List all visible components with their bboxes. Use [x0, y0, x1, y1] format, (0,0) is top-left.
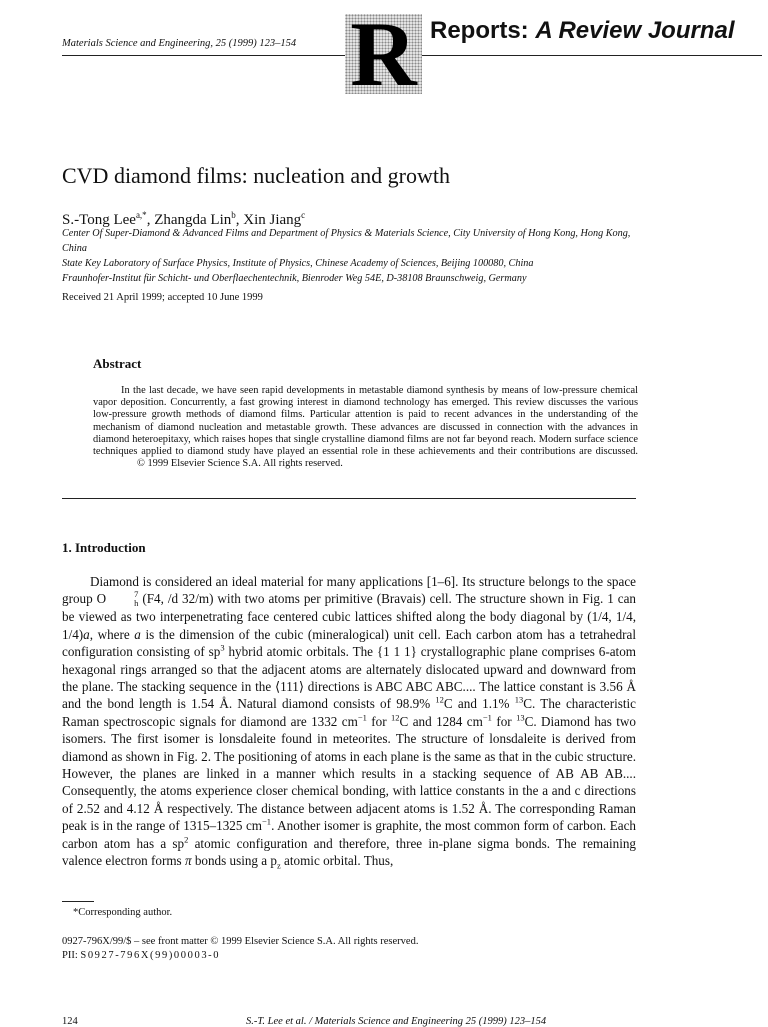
journal-banner-plain: Reports: [430, 17, 536, 44]
pii-value: S0927-796X(99)00003-0 [80, 950, 221, 961]
text-run: C and 1284 cm [399, 713, 483, 729]
text-run: hybrid atomic orbitals. The {1 1 1} crystallographic plane comprises 6-atom hexagonal rings arranged so that the adjacent atoms are alternately dislocated upward and downward from the plane. The stacking sequence in the ⟨111⟩ directions is ABC ABC ABC.... The lattice constant is 3.56 Å and the bond length is 1.54 Å. Natural diamond consists of 98.9% [62, 644, 637, 712]
received-dates: Received 21 April 1999; accepted 10 June 1999 [62, 292, 263, 303]
superscript: −1 [357, 712, 367, 723]
journal-logo-letter: R [350, 3, 417, 105]
superscript: 13 [516, 712, 525, 723]
pii-label: PII: [62, 950, 81, 961]
text-run: C. The characteristic Raman spectroscopic signals for diamond are 1332 cm [62, 696, 636, 729]
text-run: for [491, 713, 517, 729]
introduction-paragraph [62, 573, 636, 870]
journal-citation: Materials Science and Engineering, 25 (1999) 123–154 [62, 38, 297, 49]
author-list: S.-Tong Lee$^{a,*}$, Zhangda Lin$^b$, Xin Jiang$^c$ [62, 210, 306, 228]
text-run: (F4, /d 32/m) with two atoms per primitive (Bravais) cell. The structure shown in Fig. 1 can be viewed as two interpenetrating face centered cubic lattices shifted along the body diagonal by (1/4, 1/4, 1/4) [62, 591, 636, 642]
author-marks: c [301, 210, 306, 220]
text-run: bonds using a p [191, 853, 277, 869]
italic-symbol: a [83, 626, 90, 642]
author-name: Xin Jiang [243, 212, 302, 228]
affiliation: Fraunhofer-Institut für Schicht- und Oberflaechentechnik, Bienroder Weg 54E, D-38108 Braunschweig, Germany [62, 273, 527, 284]
superscript: 12 [391, 712, 400, 723]
text-run: for [366, 713, 392, 729]
affiliation: Center Of Super-Diamond & Advanced Films and Department of Physics & Materials Science, City University of Hong Kong, Hong Kong, China [62, 228, 631, 254]
superscript: 7 [134, 589, 139, 600]
superscript: 2 [184, 834, 189, 845]
pii-line [62, 950, 220, 961]
author-name: Zhangda Lin [154, 212, 232, 228]
journal-logo [345, 3, 422, 105]
author-name: S.-Tong Lee [62, 212, 136, 228]
italic-symbol: a [134, 626, 141, 642]
superscript: 13 [514, 695, 524, 706]
text-run: C. Diamond has two isomers. The first isomer is lonsdaleite found in meteorites. The structure of lonsdaleite is derived from diamond as shown in Fig. 2. The positioning of atoms in each plane is the same as that in the cubic structure. However, the planes are linked in a manner which results in a stacking sequence of AB AB AB.... Consequently, the atoms experience closer chemical bonding, with lattice constants in the a and c directions of 2.52 and 4.12 Å respectively. The distance between adjacent atoms is 1.52 Å. The corresponding Raman peak is in the range of 1315–1325 cm [62, 713, 636, 834]
text-run: . Another isomer is graphite, the most common form of carbon. Each carbon atom has a sp [62, 818, 636, 851]
affiliation: State Key Laboratory of Surface Physics, Institute of Physics, Chinese Academy of Sciences, Beijing 100080, China [62, 258, 534, 269]
text-run: is the dimension of the cubic (mineralogical) unit cell. Each carbon atom has a tetrahedral configuration consisting of sp [62, 626, 636, 660]
superscript: 3 [220, 642, 225, 653]
subscript: h [134, 598, 139, 609]
article-title: CVD diamond films: nucleation and growth [62, 163, 450, 188]
section-heading: 1. Introduction [62, 540, 146, 555]
text-run: , where [89, 626, 135, 642]
page-number: 124 [62, 1016, 78, 1027]
journal-banner [430, 14, 750, 48]
text-run: atomic orbital. Thus, [280, 853, 394, 869]
subscript: z [276, 860, 281, 871]
abstract-heading: Abstract [93, 356, 142, 371]
copyright-notice: © 1999 Elsevier Science S.A. All rights reserved. [137, 458, 343, 470]
abstract-paragraph: In the last decade, we have seen rapid developments in metastable diamond synthesis by means of low-pressure chemical vapor deposition. Concurrently, a fast growing interest in diamond technology has emerged. This review discusses the various low-pressure growth methods of diamond films. Particular attention is paid to recent advances in the understanding of the mechanism of diamond nucleation and metastable growth. These advances are discussed in connection with the advances in diamond heteroepitaxy, which raises hopes that single crystalline diamond films are not far beyond reach. Modern surface science techniques applied to diamond study have played an essential role in these achievements and their contributions are discussed. [93, 385, 638, 458]
author-marks: b [231, 210, 236, 220]
issn-line: 0927-796X/99/$ – see front matter © 1999 Elsevier Science S.A. All rights reserved. [62, 936, 419, 947]
author-marks: a,* [135, 210, 147, 220]
superscript: −1 [482, 712, 492, 723]
abstract-rule [62, 498, 636, 499]
footnote: *Corresponding author. [73, 907, 173, 918]
superscript: −1 [262, 816, 272, 827]
space-group-scripts [106, 590, 138, 608]
running-head: S.-T. Lee et al. / Materials Science and Engineering 25 (1999) 123–154 [246, 1016, 547, 1027]
abstract-body [93, 385, 638, 470]
text-run: C and 1.1% [443, 696, 515, 712]
footnote-rule [62, 901, 94, 902]
journal-banner-italic: A Review Journal [535, 17, 735, 44]
text-run: Diamond is considered an ideal material for many applications [1–6]. Its structure belongs to the space group O [62, 574, 636, 607]
italic-symbol: π [184, 853, 192, 869]
abstract-text [93, 385, 638, 470]
superscript: 12 [435, 695, 444, 706]
text-run: atomic configuration and therefore, three in-plane sigma bonds. The remaining valence electron forms [62, 835, 636, 869]
